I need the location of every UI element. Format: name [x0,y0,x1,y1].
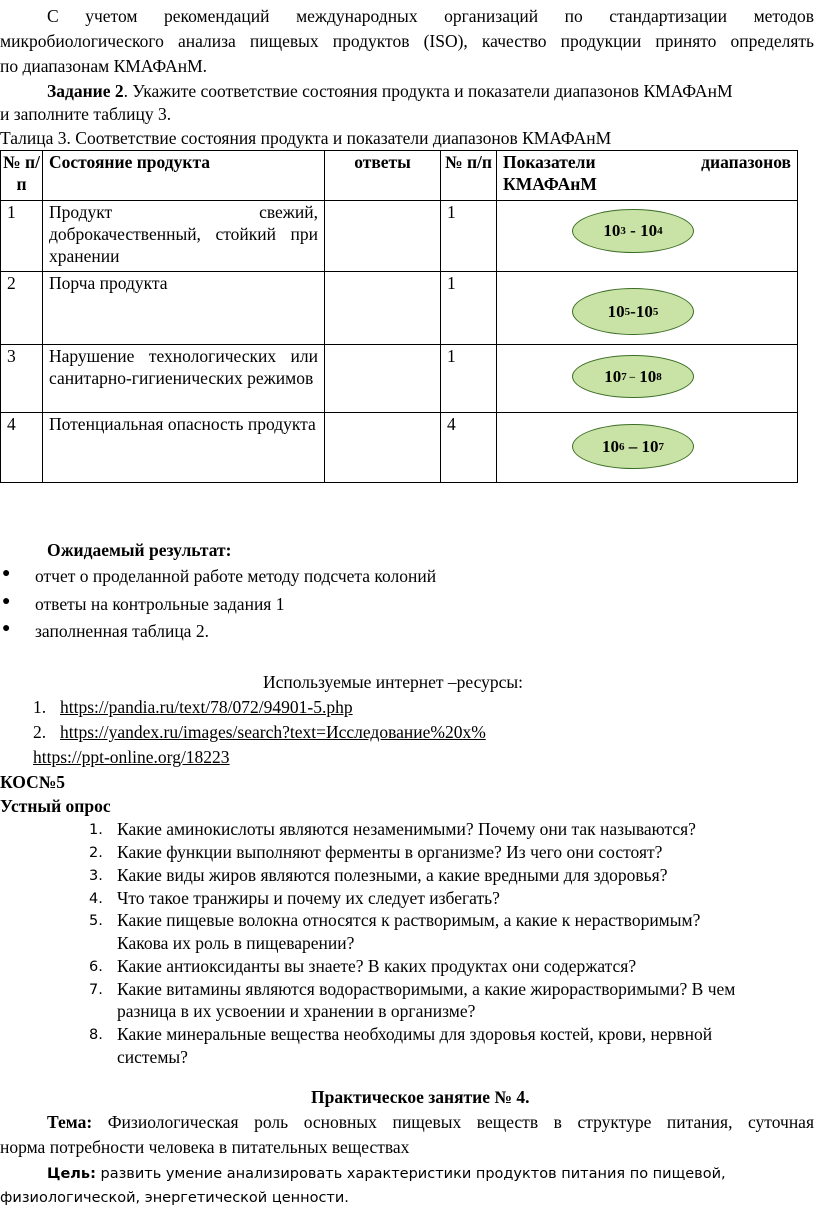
row-state: Нарушение технологических или санитарно-гигиенических режимов [43,345,325,413]
practice-title: Практическое занятие № 4. [311,1087,530,1107]
question-num: 6. [89,959,103,975]
goal-text: развить умение анализировать характеристики продуктов питания по пищевой, [95,1166,726,1182]
range-oval-1[interactable]: 10 3 - 10 4 [572,209,694,253]
question-text: Что такое транжиры и почему их следует избегать? [117,888,500,908]
task2-text: . Укажите соответствие состояния продукта и показатели диапазонов КМАФАнМ [123,81,733,101]
question-num: 3. [89,868,103,884]
topic-text: Физиологическая роль основных пищевых веществ в структуре питания, суточная [107,1112,815,1132]
question-text: Какие пищевые волокна относятся к растворимым, а какие к нерастворимым? [117,910,701,930]
question-num: 2. [89,845,103,861]
row-state: Продукт свежий, доброкачественный, стойкий при хранении [43,201,325,272]
row-num: 1 [1,201,43,272]
intro-line-3: по диапазонам КМАФАнМ. [0,56,208,76]
range-oval-2[interactable]: 10 5 - 10 5 [572,288,694,335]
header-ranges-b: диапазонов [701,152,791,172]
header-state: Состояние продукта [43,151,325,201]
row-num: 4 [1,413,43,483]
row-answer[interactable] [325,413,441,483]
header-ranges [497,151,798,201]
task2-line-2: и заполните таблицу 3. [0,104,172,124]
kos-subtitle: Устный опрос [0,796,111,816]
question-num: 1. [89,822,103,838]
question-num: 7. [89,982,103,998]
intro-line-1: С учетом рекомендаций международных организаций по стандартизации методов [47,6,814,26]
row-state: Потенциальная опасность продукта [43,413,325,483]
resource-num: 2. [33,722,47,742]
topic-line-2: норма потребности человека в питательных веществах [0,1137,410,1157]
header-num: № п/п [1,151,43,201]
question-text: Какие минеральные вещества необходимы для здоровья костей, крови, нервной [117,1024,713,1044]
goal-line-1 [47,1163,726,1185]
resource-link-2[interactable]: https://yandex.ru/images/search?text=Исследование%20х% [60,722,486,742]
table-header-row [1,151,798,201]
question-text: Какие аминокислоты являются незаменимыми? Почему они так называются? [117,819,696,839]
row-answer[interactable] [325,201,441,272]
row-state: Порча продукта [43,272,325,345]
question-text: Какие витамины являются водорастворимыми, а какие жирорастворимыми? В чем [117,979,736,999]
kos-title: КОС№5 [0,772,66,792]
question-num: 4. [89,891,103,907]
question-text: Какова их роль в пищеварении? [117,933,355,953]
goal-label: Цель: [47,1166,96,1182]
bullet-icon: ● [2,566,11,581]
question-num: 5. [89,913,103,929]
resource-num: 1. [33,697,47,717]
question-text: Какие виды жиров являются полезными, а какие вредными для здоровья? [117,865,668,885]
row-answer[interactable] [325,272,441,345]
table-caption: Талица 3. Соответствие состояния продукта и показатели диапазонов КМАФАнМ [0,128,612,148]
row-num2: 1 [441,272,497,345]
task2-line-1 [47,80,733,102]
expected-item: заполненная таблица 2. [35,621,209,641]
question-num: 8. [89,1027,103,1043]
range-oval-4[interactable]: 10 6 – 10 7 [572,424,694,469]
bullet-icon: ● [2,621,11,636]
row-num: 2 [1,272,43,345]
intro-line-2: микробиологического анализа пищевых продуктов (ISO), качество продукции принято определять [0,31,814,51]
question-text: разница в их усвоении и хранении в организме? [117,1001,476,1021]
header-ranges-a: Показатели [503,152,596,172]
expected-title: Ожидаемый результат: [47,540,232,560]
header-ranges-c: КМАФАнМ [503,174,597,194]
header-num2: № п/п [441,151,497,201]
row-num2: 4 [441,413,497,483]
task2-label: Задание 2 [47,81,124,101]
range-oval-3[interactable]: 10 7 – 10 8 [572,355,694,398]
expected-item: отчет о проделанной работе методу подсчета колоний [35,566,437,586]
topic-label: Тема: [47,1112,93,1132]
expected-item: ответы на контрольные задания 1 [35,594,285,614]
question-text: системы? [117,1047,188,1067]
row-num2: 1 [441,201,497,272]
topic-line-1 [47,1111,814,1133]
row-answer[interactable] [325,345,441,413]
resource-link-1[interactable]: https://pandia.ru/text/78/072/94901-5.php [60,697,353,717]
question-text: Какие антиоксиданты вы знаете? В каких продуктах они содержатся? [117,956,637,976]
row-num: 3 [1,345,43,413]
goal-line-2: физиологической, энергетической ценности. [0,1190,349,1206]
header-answers: ответы [325,151,441,201]
bullet-icon: ● [2,594,11,609]
row-num2: 1 [441,345,497,413]
resources-title: Используемые интернет –ресурсы: [263,672,523,692]
resource-link-3[interactable]: https://ppt-online.org/18223 [33,747,230,767]
question-text: Какие функции выполняют ферменты в организме? Из чего они состоят? [117,842,663,862]
